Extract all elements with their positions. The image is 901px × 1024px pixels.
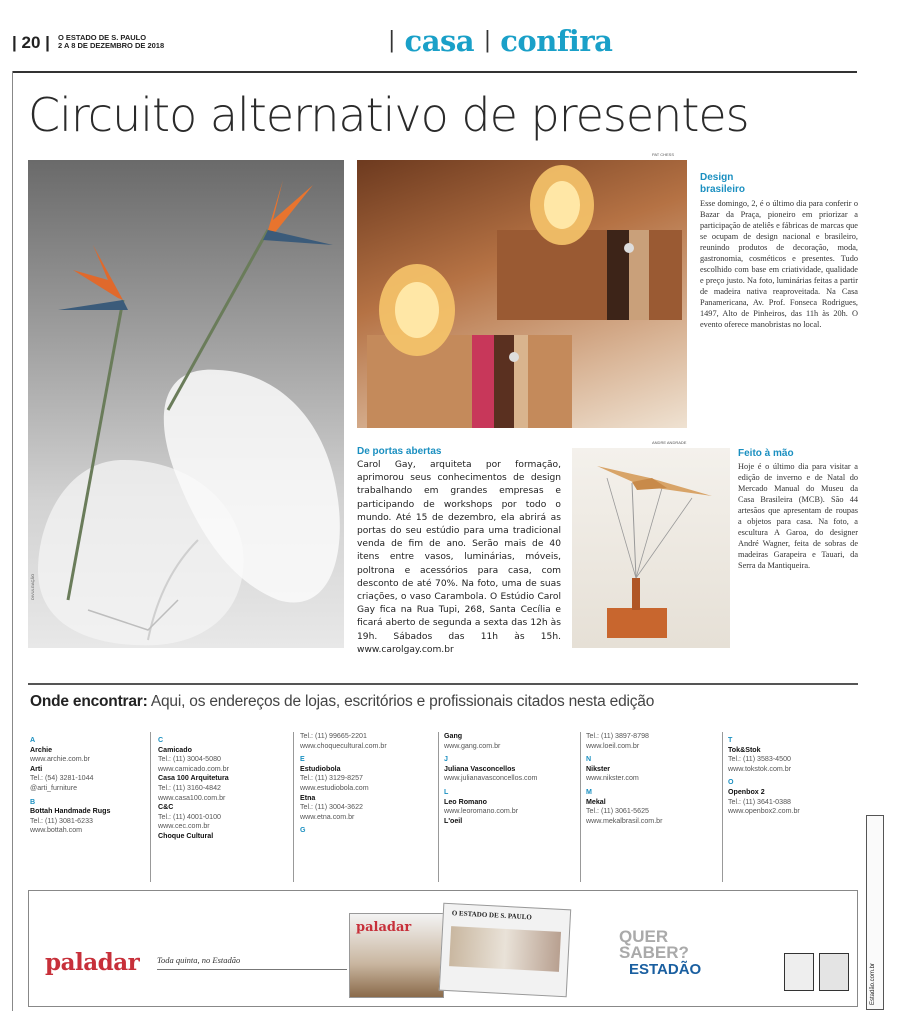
directory-letter: T [728, 736, 733, 744]
publication-info [58, 34, 164, 50]
directory-entry-detail: www.bottah.com [30, 826, 83, 835]
bird-sculpture-photo [572, 448, 730, 648]
section-name: casa [404, 24, 475, 58]
directory-entry-name: Archie [30, 745, 53, 754]
directory-title [30, 693, 654, 711]
directory-entry-detail: www.mekalbrasil.com.br [586, 816, 663, 825]
directory-letter: A [30, 736, 36, 744]
portas-article-heading: De portas abertas [357, 446, 442, 457]
directory-entry-detail: Tel.: (11) 3081-6233 [30, 816, 93, 825]
quer-saber-text [619, 929, 689, 961]
vase-photo [28, 160, 344, 648]
directory-entry-name: C&C [158, 803, 174, 812]
page-title: Circuito alternativo de presentes [28, 88, 749, 142]
design-heading-line2: brasileiro [700, 184, 746, 195]
directory-separator [438, 732, 439, 882]
directory-entry-detail: Tel.: (54) 3281-1044 [30, 774, 94, 783]
side-strip-text: Estadão.com.br [870, 962, 876, 1005]
estadao-logo: ESTADÃO [629, 961, 702, 978]
directory-letter: J [444, 755, 448, 764]
design-heading-line1: Design [700, 172, 734, 183]
design-article-heading [700, 172, 745, 196]
directory-entry-detail: www.openbox2.com.br [728, 807, 800, 816]
directory-entry-detail: www.leoromano.com.br [444, 807, 519, 816]
page-frame-line [12, 71, 13, 1011]
directory-column-2 [158, 732, 293, 882]
directory-entry-name: Arti [30, 764, 43, 773]
directory-separator [580, 732, 581, 882]
directory-entry-name: Juliana Vasconcellos [444, 764, 516, 773]
directory-entry-detail: Tel.: (11) 3061-5625 [586, 807, 649, 816]
directory-entry-detail: www.estudiobola.com [300, 783, 369, 792]
page-number: | 20 | [12, 33, 50, 52]
design-article-body: Esse domingo, 2, é o último dia para conferir o Bazar da Praça, pioneiro em priorizar a participação de ateliês e fábricas de marcas que se ocupam de design nacional e brasileiro, reunindo produtos de decoração, moda, gastronomia, cosméticos e presentes. Tudo escolhido com base em criatividade, qualidade e preço justo. Na foto, luminárias feitas a partir de madeira nativa reaproveitada. Na Casa Panamericana, Av. Prof. Fonseca Rodrigues, 1497, Alto de Pinheiros, das 11h às 20h. O evento oferece manobristas no local. [700, 199, 858, 329]
directory-entry-name: Estudiobola [300, 764, 341, 773]
publication-date: 2 A 8 DE DEZEMBRO DE 2018 [58, 41, 165, 50]
quer-line2: SABER? [619, 943, 689, 962]
paladar-logo: paladar [45, 949, 140, 976]
paladar-magazine-image [349, 913, 444, 998]
newspaper-title: O ESTADO DE S. PAULO [451, 909, 533, 922]
directory-entry-detail: www.loeil.com.br [586, 741, 640, 750]
directory-entry-detail: www.casa100.com.br [158, 793, 226, 802]
directory-entry-detail: www.julianavasconcellos.com [444, 774, 538, 783]
directory-letter: O [728, 778, 734, 787]
directory-column-4 [444, 732, 580, 882]
directory-entry-name: Tok&Stok [728, 745, 761, 754]
directory-entry-detail: Tel.: (11) 3160-4842 [158, 783, 221, 792]
directory-title-rest: Aqui, os endereços de lojas, escritórios e profissionais citados nesta edição [150, 693, 655, 710]
section-header: | casa | confira [388, 24, 613, 58]
directory-entry-name: Camicado [158, 745, 192, 754]
directory-entry-detail: Tel.: (11) 99665-2201 [300, 732, 367, 740]
directory-entry-detail: www.camicado.com.br [158, 764, 229, 773]
directory-letter: L [444, 787, 449, 796]
directory-entry-name: Nikster [586, 764, 611, 773]
directory-column-1 [30, 732, 160, 882]
directory-letter: C [158, 736, 164, 744]
directory-entry-detail: www.gang.com.br [444, 741, 501, 750]
bird-photo-credit: ANDRE ANDRADE [652, 440, 687, 445]
directory-letter: E [300, 755, 305, 764]
directory-column-3 [300, 732, 438, 882]
directory-entry-name: Openbox 2 [728, 787, 765, 796]
directory-entry-name: Bottah Handmade Rugs [30, 807, 111, 816]
feito-article-heading: Feito à mão [738, 448, 794, 459]
directory-entry-name: Etna [300, 793, 316, 802]
directory-column-6 [728, 732, 858, 882]
directory-entry-detail: www.choquecultural.com.br [300, 741, 387, 750]
directory-letter: B [30, 797, 36, 806]
directory-entry-detail: @arti_furniture [30, 783, 78, 792]
directory-entry-detail: Tel.: (11) 3004-3622 [300, 803, 363, 812]
vase-photo-credit: DIVULGAÇÃO [30, 573, 35, 600]
directory-entry-name: Gang [444, 732, 463, 740]
directory-letter: N [586, 755, 592, 764]
directory-entry-detail: www.tokstok.com.br [728, 764, 792, 773]
newspaper-image [439, 903, 571, 998]
portas-article-body: Carol Gay, arquiteta por formação, aprimorou seus conhecimentos de design trabalhando em grandes empresas e participando de workshops por todo o mundo. Até 15 de dezembro, ela abrirá as portas do seu estúdio para uma tradicional venda de fim de ano. Serão mais de 40 itens entre vasos, luminárias, móveis, poltrona e acessórios para casa, com desconto de até 70%. Na foto, uma de suas criações, o vaso Carambola. O Estúdio Carol Gay fica na Rua Tupi, 268, Santa Cecília e ficará aberto de segunda a sexta das 12h às 19h. Sábados das 11h às 15h. www.carolgay.com.br [357, 460, 561, 655]
directory-entry-detail: Tel.: (11) 3583-4500 [728, 755, 791, 764]
directory-separator [150, 732, 151, 882]
directory-entry-name: Casa 100 Arquitetura [158, 774, 229, 783]
certification-badge-icon [819, 953, 849, 991]
paladar-tagline: Toda quinta, no Estadão [157, 955, 241, 965]
directory-separator [293, 732, 294, 882]
directory-entry-detail: Tel.: (11) 4001-0100 [158, 812, 221, 821]
directory-entry-detail: www.archie.com.br [30, 755, 90, 764]
ad-rule [157, 969, 347, 970]
award-badge-icon [784, 953, 814, 991]
lamp-photo [357, 160, 687, 428]
directory-entry-detail: Tel.: (11) 3004-5080 [158, 755, 221, 764]
quer-line1: QUER [619, 927, 669, 946]
directory-letter: M [586, 787, 592, 796]
paladar-advertisement[interactable] [28, 890, 858, 1007]
directory-entry-name: L'oeil [444, 816, 463, 825]
feito-article-body: Hoje é o último dia para visitar a edição de inverno e de Natal do Mercado Manual do Museu da Casa Brasileira (MCB). São 44 artesãos que apresentam de roupas a objetos para casa. Na foto, a escultura A Garoa, do designer André Wagner, feita de sobras de madeiras Garapeira e Tauari, da Serra da Mantiqueira. [738, 462, 858, 570]
directory-entry-detail: www.etna.com.br [300, 812, 355, 821]
directory-letter: G [300, 826, 306, 835]
directory-entry-name: Mekal [586, 797, 606, 806]
directory-entry-name: Choque Cultural [158, 831, 214, 840]
directory-title-bold: Onde encontrar: [30, 693, 148, 710]
subsection-name: confira [500, 24, 613, 58]
magazine-title: paladar [356, 920, 412, 935]
directory-entry-detail: Tel.: (11) 3897-8798 [586, 732, 649, 740]
directory-entry-detail: www.nikster.com [586, 774, 639, 783]
directory-rule [28, 683, 858, 685]
directory-entry-detail: Tel.: (11) 3129-8257 [300, 774, 363, 783]
directory-column-5 [586, 732, 722, 882]
directory-entry-detail: www.cec.com.br [158, 822, 210, 831]
lamp-photo-credit: PAT CHESS [652, 152, 675, 157]
publication-name: O ESTADO DE S. PAULO [58, 33, 147, 42]
directory-entry-detail: Tel.: (11) 3641-0388 [728, 797, 791, 806]
directory-separator [722, 732, 723, 882]
directory-entry-name: Leo Romano [444, 797, 487, 806]
header-rule [12, 71, 857, 73]
